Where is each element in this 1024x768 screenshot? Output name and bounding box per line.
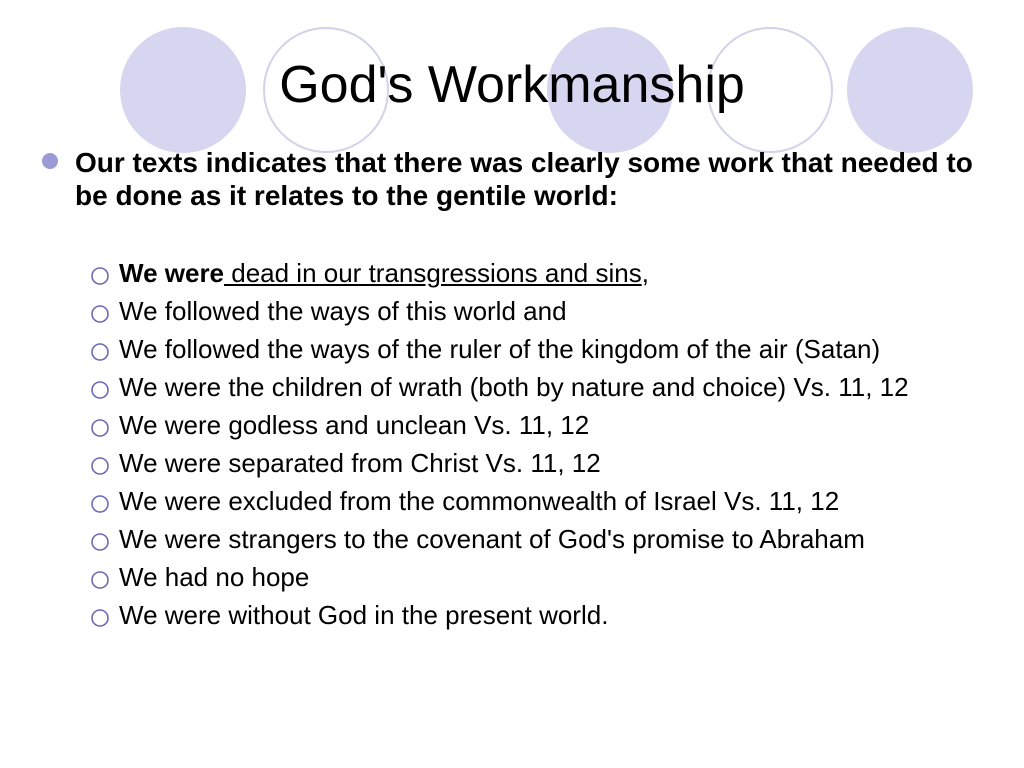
ring-bullet-icon	[90, 342, 110, 362]
sub-bullet-text: We were separated from Christ Vs. 11, 12	[119, 448, 601, 478]
ring-bullet-icon	[90, 608, 110, 628]
ring-bullet-icon	[90, 570, 110, 590]
sub-bullet-tail: ,	[641, 258, 649, 288]
sub-bullet-item	[88, 448, 1008, 478]
ring-bullet-icon	[90, 380, 110, 400]
main-bullet-text: Our texts indicates that there was clearly some work that needed to be done as it relates to the gentile world:	[75, 147, 973, 211]
sub-bullet-text: We followed the ways of the ruler of the kingdom of the air (Satan)	[119, 334, 881, 364]
sub-bullet-text: We were excluded from the commonwealth of Israel Vs. 11, 12	[119, 486, 840, 516]
sub-bullet-list	[88, 258, 1008, 638]
sub-bullet-underlined: dead in our transgressions and sins	[224, 258, 642, 288]
ring-bullet-icon	[90, 532, 110, 552]
sub-bullet-item	[88, 486, 1008, 516]
sub-bullet-text: We were godless and unclean Vs. 11, 12	[119, 410, 590, 440]
ring-bullet-icon	[90, 304, 110, 324]
filled-circle-bullet-icon	[40, 151, 60, 171]
sub-bullet-item	[88, 600, 1008, 630]
sub-bullet-item	[88, 562, 1008, 592]
sub-bullet-bold: We were	[119, 258, 225, 288]
sub-bullet-text: We had no hope	[119, 562, 310, 592]
ring-bullet-icon	[90, 494, 110, 514]
sub-bullet-item	[88, 296, 1008, 326]
sub-bullet-text: We followed the ways of this world and	[119, 296, 567, 326]
sub-bullet-item	[88, 334, 1008, 364]
sub-bullet-item	[88, 258, 1008, 288]
ring-bullet-icon	[90, 418, 110, 438]
main-bullet	[40, 146, 1010, 212]
sub-bullet-text: We were strangers to the covenant of God's promise to Abraham	[119, 524, 865, 554]
sub-bullet-text: We were the children of wrath (both by nature and choice) Vs. 11, 12	[119, 372, 909, 402]
sub-bullet-item	[88, 524, 1008, 554]
ring-bullet-icon	[90, 266, 110, 286]
slide-title: God's Workmanship	[279, 56, 745, 114]
sub-bullet-item	[88, 372, 1008, 402]
sub-bullet-item	[88, 410, 1008, 440]
ring-bullet-icon	[90, 456, 110, 476]
sub-bullet-text: We were without God in the present world.	[119, 600, 609, 630]
